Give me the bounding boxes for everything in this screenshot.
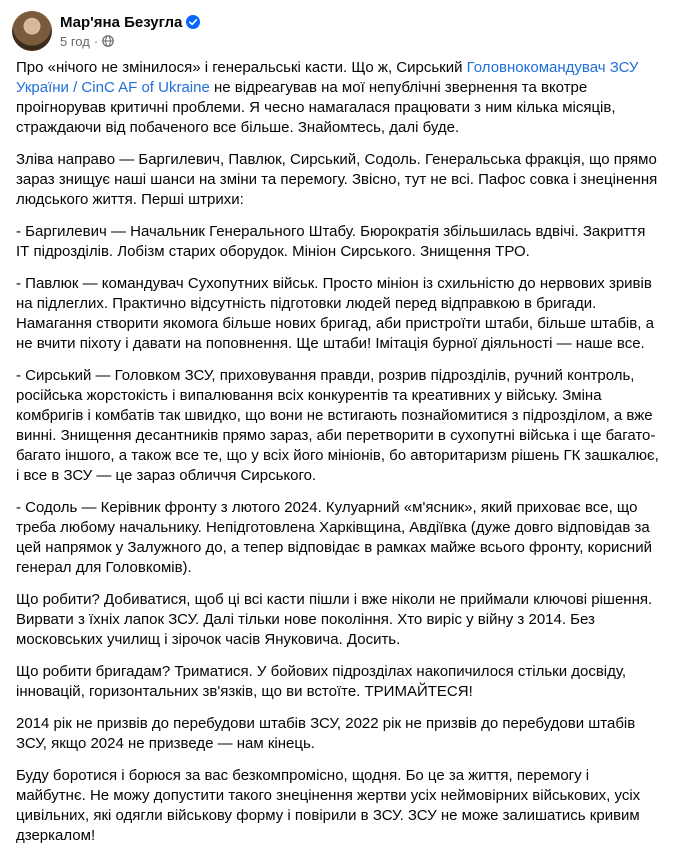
author-name[interactable]: Мар'яна Безугла <box>60 13 183 31</box>
post-header <box>12 9 200 53</box>
post-paragraph: - Сирський — Головком ЗСУ, приховування правди, розрив підрозділів, ручний контроль, російська жорстокість і випалювання всіх конкурентів та креативних у війську. Зміна комбригів і комбатів так швидко, що вони не встигають познайомитися з підрозділом, а вже винні. Знищення десантників прямо зараз, аби перетворити в сухопутні війська і ще багато-багато іншого, а також все те, що у всіх його мініонів, бо авторитаризм рішень ГК зашкалює, і все в ЗСУ — це зараз обличчя Сирського. <box>16 367 659 484</box>
post-paragraph: - Баргилевич — Начальник Генерального Штабу. Бюрократія збільшилась вдвічі. Закриття ІТ підрозділів. Лобізм старих оборудок. Мініон Сирського. Знищення ТРО. <box>16 223 646 260</box>
post-paragraph <box>16 58 661 138</box>
post-paragraph: Що робити бригадам? Триматися. У бойових підрозділах накопичилося стільки досвіду, інновацій, горизонтальних зв'язків, що ви встоїте. ТРИМАЙТЕСЯ! <box>16 663 627 700</box>
post-paragraph: 2014 рік не призвів до перебудови штабів ЗСУ, 2022 рік не призвів до перебудови штабів ЗСУ, якщо 2024 не призведе — нам кінець. <box>16 715 636 752</box>
post-body <box>16 58 661 858</box>
post-paragraph: Буду боротися і борюся за вас безкомпромісно, щодня. Бо це за життя, перемогу і майбутнє. Не можу допустити такого знецінення жертви усіх неймовірних військових, усіх цивільних, які одягли військову форму і повірили в ЗСУ. ЗСУ не може залишатись кривим дзеркалом! <box>16 767 641 844</box>
verified-badge-icon <box>186 15 200 29</box>
paragraph-text: не відреагував на мої непублічні звернення та вкотре проігнорував критичні проблеми. Я чесно намагалася працювати з ним кілька місяців, страждаючи від побаченого все більше. Знайомтесь, далі буде. <box>16 79 616 136</box>
time-row <box>60 34 200 49</box>
post-paragraph: Зліва направо — Баргилевич, Павлюк, Сирський, Содоль. Генеральська фракція, що прямо зараз знищує наші шанси на зміни та перемогу. Звісно, тут не всі. Пафос совка і знецінення людського життя. Перші штрихи: <box>16 151 658 208</box>
page-mention-link[interactable]: Головнокомандувач ЗСУ України / CinC AF of Ukraine <box>16 59 639 96</box>
author-row <box>60 14 200 31</box>
post-paragraph: Що робити? Добиватися, щоб ці всі касти пішли і вже ніколи не приймали ключові рішення. Вирвати з їхніх лапок ЗСУ. Далі тільки нове покоління. Хто виріс у війну з 2014. Без московських училищ і зірочок часів Януковича. Досить. <box>16 591 653 648</box>
post-time[interactable]: 5 год <box>60 33 90 49</box>
globe-icon[interactable] <box>102 35 114 47</box>
paragraph-text: Про «нічого не змінилося» і генеральські касти. Що ж, Сирський <box>16 59 467 76</box>
post-paragraph: - Павлюк — командувач Сухопутних військ. Просто мініон із схильністю до нервових зривів на підлеглих. Практично відсутність підготовки людей перед відправкою в бригади. Намагання створити якомога більше нових бригад, аби пристроїти штаби, більше штабів, а не вчити піхоту і давати на поповнення. Ще штаби! Імітація бурної діяльності — наше все. <box>16 275 654 352</box>
post-paragraph: - Содоль — Керівник фронту з лютого 2024. Кулуарний «м'ясник», який приховає все, що треба любому начальнику. Непідготовлена Харківщина, Авдіївка (дуже довго відповідав за цей напрямок у Залужного до, а тепер відповідає в рамках майже всього фронту, корисний генерал для Головкомів). <box>16 499 652 576</box>
post-meta <box>60 14 200 49</box>
meta-separator: · <box>93 33 99 49</box>
avatar[interactable] <box>12 11 52 51</box>
